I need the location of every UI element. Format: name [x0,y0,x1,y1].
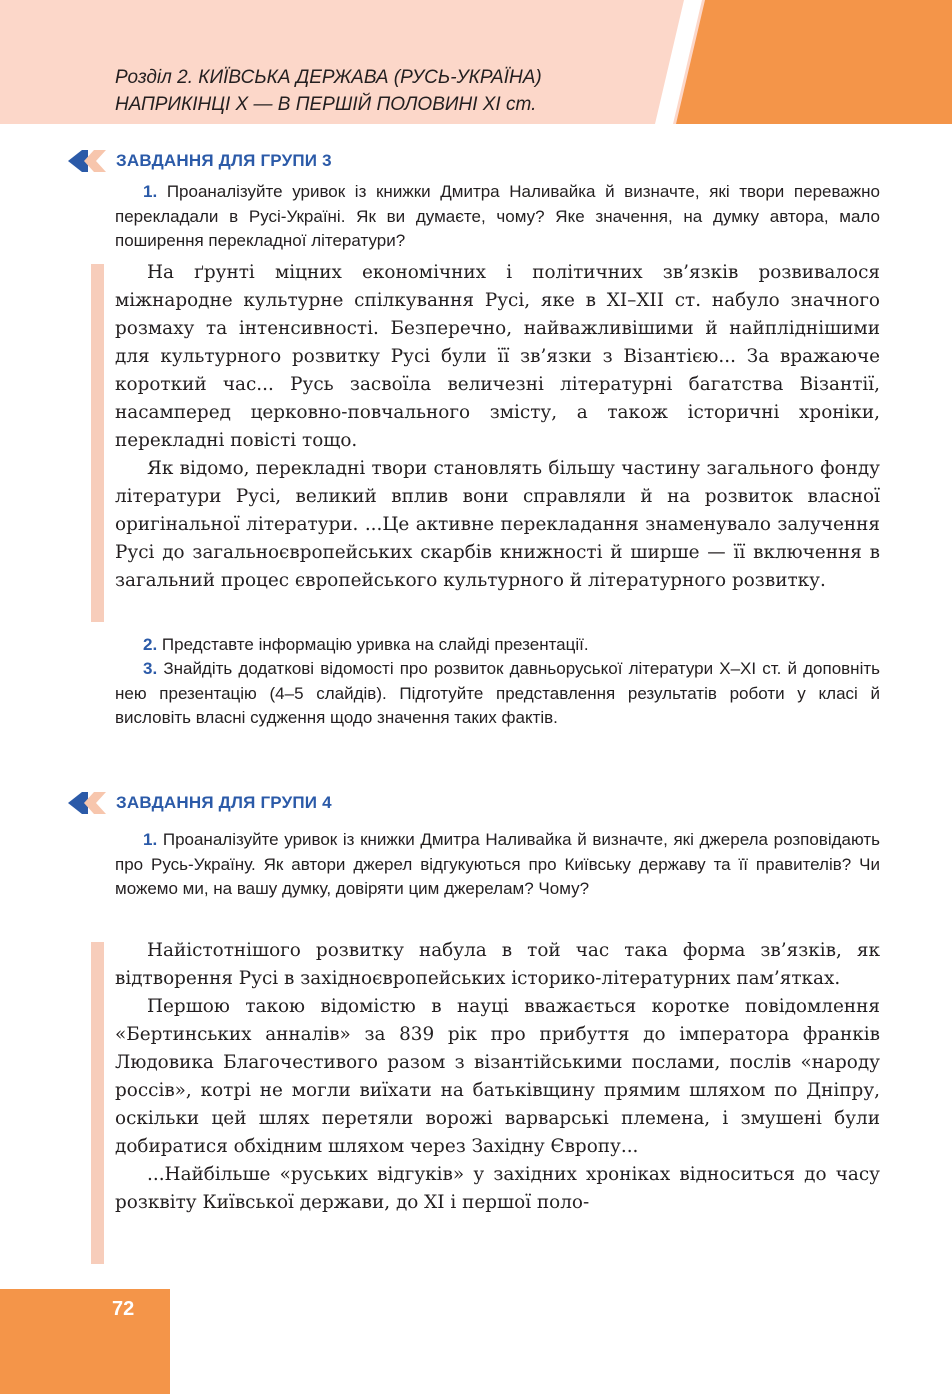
chapter-title-line-1: Розділ 2. КИЇВСЬКА ДЕРЖАВА (РУСЬ-УКРАЇНА) [115,67,542,88]
group3-task3 [115,657,880,731]
quote-bar [91,942,104,1264]
group4-task1 [115,828,880,902]
quote-bar [91,264,104,622]
task-number: 3. [143,659,158,678]
quote-paragraph: Найістотнішого розвитку набула в той час така форма зв’язків, як відтворення Русі в західноєвропейських історико-літературних пам’ятках. [115,940,880,989]
task-text: Проаналізуйте уривок із книжки Дмитра Наливайка й визначте, які джерела розповідають про Русь-Україну. Як автори джерел відгукуються про Київську державу та її правителів? Чи можемо ми, на вашу думку, довіряти цим джерелам? Чому? [115,830,880,898]
group4-heading [68,790,332,816]
task-number: 2. [143,635,158,654]
group4-quote [115,937,880,1217]
chevron-marker-icon [68,792,108,814]
chevron-marker-icon [68,150,108,172]
task-text: Знайдіть додаткові відомості про розвиток давньоруської літератури Х–ХІ ст. й доповніть нею презентацію (4–5 слайдів). Підготуйте представлення результатів роботи у класі й висловіть власні судження щодо значення таких фактів. [115,659,880,727]
page-number: 72 [112,1298,135,1320]
task-text: Представте інформацію уривка на слайді презентації. [161,635,589,654]
quote-paragraph: На ґрунті міцних економічних і політичних зв’язків розвивалося міжнародне культурне спілкування Русі, яке в XI–XII ст. набуло значного розмаху та інтенсивності. Безперечно, найважливішими й найпліднішими для культурного розвитку Русі були її зв’язки з Візантією... За вражаюче короткий час... Русь засвоїла величезні літературні багатства Візантії, насамперед церковно-повчального змісту, а також історичні хроніки, перекладні повісті тощо. [115,262,880,451]
chapter-title-line-2: НАПРИКІНЦІ Х — В ПЕРШІЙ ПОЛОВИНІ ХІ ст. [115,94,537,115]
group3-title: ЗАВДАННЯ ДЛЯ ГРУПИ 3 [116,151,332,170]
task-number: 1. [143,182,158,201]
quote-paragraph: Першою такою відомістю в науці вважається коротке повідомлення «Бертинських анналів» за 839 рік про прибуття до імператора франків Людовика Благочестивого разом з візантійськими послами, послів «народу россів», котрі не могли виїхати на батьківщину прямим шляхом по Дніпру, оскільки цей шлях перетяли ворожі варварські племена, і змушені були добиратися обхідним шляхом через Західну Європу... [115,996,880,1157]
quote-paragraph: ...Найбільше «руських відгуків» у західних хроніках відноситься до часу розквіту Київської держави, до XI і першої поло- [115,1164,880,1213]
group3-heading [68,148,332,174]
quote-paragraph: Як відомо, перекладні твори становлять більшу частину загального фонду літератури Русі, великий вплив вони справляли й на розвиток власної оригінальної літератури. ...Це активне перекладання знаменувало залучення Русі до загальноєвропейських скарбів книжності й ширше — її включення в загальний процес європейського культурного й літературного розвитку. [115,458,880,591]
group3-task1 [115,180,880,254]
chapter-title [115,64,542,118]
task-number: 1. [143,830,158,849]
group4-title: ЗАВДАННЯ ДЛЯ ГРУПИ 4 [116,793,332,812]
page-number-box [0,1289,170,1394]
group3-quote [115,259,880,595]
group3-task2 [115,633,880,658]
task-text: Проаналізуйте уривок із книжки Дмитра Наливайка й визначте, які твори переважно перекладали в Русі-Україні. Як ви думаєте, чому? Яке значення, на думку автора, мало поширення перекладної літератури? [115,182,880,250]
